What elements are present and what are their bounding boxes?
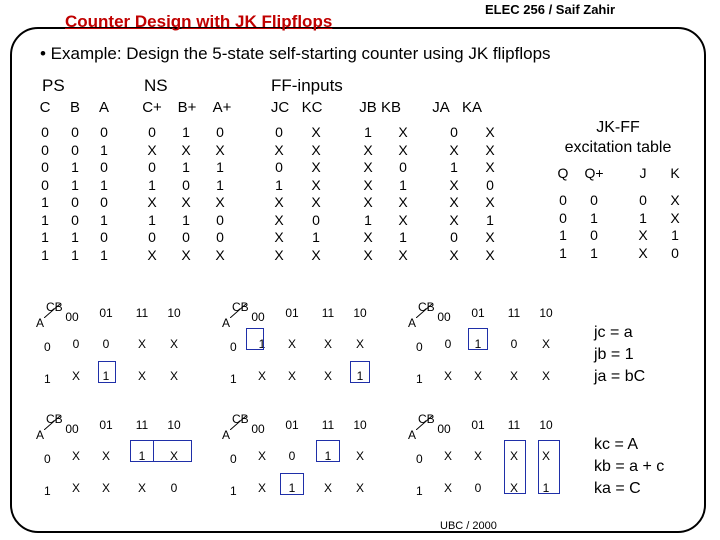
- table-cell: 1: [100, 176, 108, 193]
- table-cell: X: [363, 229, 373, 245]
- kmap-col-header: 01: [285, 306, 299, 320]
- kmap-cell: X: [257, 369, 266, 383]
- jk-cell: 1: [559, 227, 567, 243]
- table-cell: 0: [275, 159, 283, 175]
- kmap-col-header: 10: [167, 418, 181, 432]
- jk-cell: X: [638, 227, 648, 243]
- kmap-col-header: 01: [471, 306, 485, 320]
- kmap-group-box: [350, 361, 370, 383]
- table-cell: 1: [71, 176, 79, 193]
- table-cell: X: [274, 211, 284, 228]
- table-cell: X: [311, 124, 321, 140]
- table-cell: X: [311, 194, 321, 210]
- jk-column: [584, 192, 604, 262]
- kmap-cell: X: [71, 449, 80, 463]
- table-cell: X: [274, 229, 284, 245]
- kmap-cell: 1: [288, 481, 296, 495]
- kmap-cell: X: [169, 337, 178, 351]
- kmap-cell: X: [137, 481, 146, 495]
- kmap-cell: 1: [542, 481, 550, 495]
- kmap-cell: X: [443, 369, 452, 383]
- table-cell: X: [398, 141, 408, 158]
- column-header: A: [98, 99, 109, 116]
- table-cell: 0: [399, 159, 407, 175]
- table-cell: 0: [100, 229, 108, 245]
- kmap-col-header: 00: [65, 422, 79, 436]
- table-cell: X: [398, 194, 408, 210]
- table-column: [306, 124, 326, 264]
- kmap-col-header: 00: [251, 310, 265, 324]
- kmap-row-header: 0: [44, 340, 51, 354]
- kmap-jc: [36, 300, 216, 390]
- kmap-row-header: 1: [44, 372, 51, 386]
- table-column: [358, 124, 378, 264]
- table-cell: 0: [71, 194, 79, 210]
- kmap-cell: X: [169, 369, 178, 383]
- table-column: [94, 124, 114, 264]
- kmap-a-label: A: [408, 428, 417, 442]
- kmap-row-header: 0: [416, 452, 423, 466]
- jk-cell: 0: [671, 244, 679, 261]
- column-header: C+: [142, 99, 162, 116]
- jk-excitation-title: JK-FF excitation table: [564, 119, 672, 156]
- table-cell: X: [181, 141, 191, 158]
- kmap-cell: X: [323, 481, 332, 495]
- jk-cell: 1: [671, 227, 679, 243]
- kmap-col-header: 10: [353, 306, 367, 320]
- kmap-cell: 0: [72, 337, 80, 351]
- kmap-cell: 0: [444, 337, 452, 351]
- kmap-cell: X: [443, 449, 452, 463]
- jk-cell: 0: [559, 209, 567, 226]
- table-cell: X: [363, 246, 373, 263]
- column-header: KB: [380, 99, 401, 116]
- table-column: [393, 124, 413, 264]
- kmap-cell: 0: [474, 481, 482, 495]
- kmap-cell: X: [443, 481, 452, 495]
- kmap-cell: X: [541, 449, 550, 463]
- table-cell: X: [398, 246, 408, 263]
- kmap-row-header: 1: [230, 372, 237, 386]
- kmap-cell: X: [323, 337, 332, 351]
- kmap-col-header: 10: [539, 418, 553, 432]
- table-cell: X: [449, 246, 459, 263]
- kmap-col-header: 00: [437, 422, 451, 436]
- table-cell: X: [485, 141, 495, 158]
- kmap-row-header: 1: [416, 372, 423, 386]
- table-cell: 0: [486, 176, 494, 193]
- kmap-kc: [36, 412, 216, 502]
- kmap-row-header: 0: [230, 452, 237, 466]
- jk-cell: X: [638, 244, 648, 261]
- table-cell: X: [181, 194, 191, 210]
- jk-header: J: [639, 165, 647, 181]
- table-cell: 1: [486, 211, 494, 228]
- kmap-cell: 0: [288, 449, 296, 463]
- table-cell: 1: [399, 229, 407, 245]
- table-cell: X: [311, 246, 321, 263]
- table-cell: X: [215, 194, 225, 210]
- table-cell: 0: [41, 176, 49, 193]
- jk-cell: 1: [559, 244, 567, 261]
- kmap-cb-label: CB: [418, 412, 435, 426]
- jk-header: Q+: [584, 165, 604, 181]
- kmap-cell: X: [169, 449, 178, 463]
- table-cell: 0: [148, 159, 156, 175]
- table-cell: X: [449, 194, 459, 210]
- kmap-cell: X: [257, 481, 266, 495]
- kmap-col-header: 11: [321, 418, 335, 432]
- kmap-group-box: [280, 473, 304, 495]
- kmap-col-header: 11: [507, 306, 521, 320]
- example-bullet: • Example: Design the 5-state self-starting counter using JK flipflops: [40, 44, 551, 63]
- table-cell: 1: [275, 176, 283, 193]
- table-cell: 1: [71, 229, 79, 245]
- table-cell: 0: [41, 124, 49, 140]
- kmap-cb-label: CB: [418, 300, 435, 314]
- table-cell: 0: [148, 229, 156, 245]
- table-cell: X: [485, 246, 495, 263]
- table-cell: 0: [182, 229, 190, 245]
- kmap-cell: X: [473, 369, 482, 383]
- kmap-cell: X: [323, 369, 332, 383]
- kmap-row-header: 0: [230, 340, 237, 354]
- kmap-a-label: A: [222, 316, 231, 330]
- kmap-col-header: 00: [437, 310, 451, 324]
- table-cell: X: [147, 141, 157, 158]
- kmap-cell: X: [355, 449, 364, 463]
- kmap-cell: X: [71, 481, 80, 495]
- table-cell: 0: [216, 124, 224, 140]
- equation-jb: jb = 1: [594, 346, 634, 363]
- kmap-col-header: 00: [65, 310, 79, 324]
- table-cell: 0: [216, 229, 224, 245]
- kmap-row-header: 0: [44, 452, 51, 466]
- equation-ja: ja = bC: [594, 368, 646, 385]
- jk-column: [633, 192, 653, 262]
- kmap-cell: X: [101, 481, 110, 495]
- kmap-row-header: 0: [416, 340, 423, 354]
- table-cell: X: [311, 141, 321, 158]
- ns-header: NS: [144, 76, 168, 95]
- table-cell: 1: [41, 229, 49, 245]
- table-column: [142, 124, 162, 264]
- kmap-cell: X: [287, 337, 296, 351]
- table-cell: 0: [71, 141, 79, 158]
- kmap-group-box: [468, 328, 488, 350]
- kmap-cell: X: [101, 449, 110, 463]
- table-cell: 1: [71, 159, 79, 175]
- kmap-col-header: 01: [99, 418, 113, 432]
- table-cell: 1: [41, 211, 49, 228]
- table-cell: X: [449, 176, 459, 193]
- kmap-cell: 1: [258, 337, 266, 351]
- column-header: KA: [461, 99, 482, 116]
- kmap-group-box: [316, 440, 340, 462]
- table-cell: X: [363, 194, 373, 210]
- jk-header: Q: [557, 165, 569, 181]
- column-header: JA: [432, 99, 450, 116]
- jk-cell: X: [670, 209, 680, 226]
- kmap-row-header: 1: [230, 484, 237, 498]
- ps-header: PS: [42, 76, 65, 95]
- table-cell: X: [363, 159, 373, 175]
- table-cell: X: [398, 124, 408, 140]
- kmap-jb: [222, 300, 402, 390]
- kmap-cell: X: [71, 369, 80, 383]
- table-cell: 1: [41, 246, 49, 263]
- table-cell: X: [311, 159, 321, 175]
- table-cell: 0: [312, 211, 320, 228]
- table-cell: 0: [275, 124, 283, 140]
- jk-cell: 0: [559, 192, 567, 208]
- equation-kb: kb = a + c: [594, 458, 665, 475]
- table-cell: 0: [71, 124, 79, 140]
- column-header: B+: [177, 99, 197, 116]
- kmap-col-header: 11: [321, 306, 335, 320]
- jk-header: K: [670, 165, 680, 181]
- jk-cell: 0: [590, 227, 598, 243]
- jk-cell: 0: [590, 192, 598, 208]
- kmap-cell: X: [509, 481, 518, 495]
- kmap-cell: 1: [356, 369, 364, 383]
- kmap-col-header: 01: [99, 306, 113, 320]
- table-cell: 1: [399, 176, 407, 193]
- table-column: [35, 124, 55, 264]
- table-cell: X: [274, 194, 284, 210]
- kmap-col-header: 01: [471, 418, 485, 432]
- kmap-cell: X: [541, 369, 550, 383]
- table-cell: 0: [216, 211, 224, 228]
- kmap-group-box: [130, 440, 192, 462]
- jk-cell: X: [670, 192, 680, 208]
- table-cell: 1: [100, 211, 108, 228]
- kmap-ka: [408, 412, 588, 502]
- table-cell: 0: [100, 194, 108, 210]
- table-cell: 0: [148, 124, 156, 140]
- table-cell: 1: [182, 124, 190, 140]
- kmap-a-label: A: [36, 316, 45, 330]
- table-cell: 0: [71, 211, 79, 228]
- ff-inputs-header: FF-inputs: [271, 76, 343, 95]
- kmap-row-header: 1: [44, 484, 51, 498]
- table-cell: 1: [364, 124, 372, 140]
- table-column: [444, 124, 464, 264]
- footer-label: UBC / 2000: [440, 520, 497, 532]
- column-header: KC: [301, 99, 323, 116]
- table-cell: X: [485, 194, 495, 210]
- kmap-col-header: 11: [135, 306, 149, 320]
- table-cell: 1: [216, 176, 224, 193]
- kmap-group-box: [504, 440, 526, 494]
- kmap-col-header: 10: [353, 418, 367, 432]
- kmap-cell: X: [509, 369, 518, 383]
- table-cell: 1: [450, 159, 458, 175]
- table-column: [176, 124, 196, 264]
- kmap-col-header: 10: [539, 306, 553, 320]
- table-cell: X: [485, 159, 495, 175]
- table-cell: X: [449, 211, 459, 228]
- kmap-kb: [222, 412, 402, 502]
- table-cell: X: [181, 246, 191, 263]
- table-cell: 1: [148, 176, 156, 193]
- kmap-cell: X: [287, 369, 296, 383]
- kmap-cb-label: CB: [232, 412, 249, 426]
- table-cell: 0: [450, 124, 458, 140]
- kmap-col-header: 01: [285, 418, 299, 432]
- kmap-cell: 0: [102, 337, 110, 351]
- kmap-cell: X: [473, 449, 482, 463]
- kmap-cell: 0: [510, 337, 518, 351]
- kmap-group-box: [246, 328, 264, 350]
- kmap-cb-label: CB: [46, 412, 63, 426]
- table-cell: 1: [216, 159, 224, 175]
- table-cell: 1: [312, 229, 320, 245]
- jk-column: [553, 192, 573, 262]
- kmap-cell: 1: [324, 449, 332, 463]
- table-cell: 1: [41, 194, 49, 210]
- k-equations: [594, 434, 664, 500]
- kmap-a-label: A: [408, 316, 417, 330]
- table-cell: X: [485, 229, 495, 245]
- jk-column: [665, 192, 685, 262]
- kmap-cell: X: [257, 449, 266, 463]
- kmap-cb-label: CB: [46, 300, 63, 314]
- jk-cell: 1: [590, 244, 598, 261]
- kmap-ja: [408, 300, 588, 390]
- table-cell: X: [398, 211, 408, 228]
- column-header: B: [69, 99, 80, 116]
- kmap-cell: 1: [138, 449, 146, 463]
- equation-ka: ka = C: [594, 480, 641, 497]
- column-header: C: [39, 99, 51, 116]
- table-cell: X: [363, 141, 373, 158]
- table-cell: X: [215, 246, 225, 263]
- kmap-cell: X: [137, 369, 146, 383]
- table-cell: 0: [41, 141, 49, 158]
- kmap-cell: X: [355, 481, 364, 495]
- jk-cell: 0: [639, 192, 647, 208]
- table-cell: X: [274, 246, 284, 263]
- table-cell: X: [485, 124, 495, 140]
- kmap-cell: X: [541, 337, 550, 351]
- kmap-cb-label: CB: [232, 300, 249, 314]
- table-cell: 1: [148, 211, 156, 228]
- table-cell: 1: [182, 211, 190, 228]
- kmap-cell: 1: [102, 369, 110, 383]
- kmap-cell: 0: [170, 481, 178, 495]
- table-column: [65, 124, 85, 264]
- table-cell: 0: [100, 159, 108, 175]
- table-column: [269, 124, 289, 264]
- slide-title: Counter Design with JK Flipflops: [65, 12, 333, 31]
- course-label: ELEC 256 / Saif Zahir: [482, 2, 618, 17]
- table-cell: X: [363, 176, 373, 193]
- table-cell: 1: [182, 159, 190, 175]
- jk-cell: 1: [590, 209, 598, 226]
- table-cell: X: [449, 141, 459, 158]
- table-cell: 0: [41, 159, 49, 175]
- kmap-col-header: 11: [507, 418, 521, 432]
- table-cell: 0: [450, 229, 458, 245]
- kmap-cell: X: [509, 449, 518, 463]
- table-cell: 1: [364, 211, 372, 228]
- kmap-a-label: A: [36, 428, 45, 442]
- jk-cell: 1: [639, 209, 647, 226]
- table-cell: X: [274, 141, 284, 158]
- j-equations: [594, 322, 645, 388]
- equation-kc: kc = A: [594, 436, 639, 453]
- table-cell: 1: [71, 246, 79, 263]
- column-header: A+: [212, 99, 232, 116]
- kmap-col-header: 00: [251, 422, 265, 436]
- kmap-a-label: A: [222, 428, 231, 442]
- equation-jc: jc = a: [594, 324, 633, 341]
- table-cell: 0: [182, 176, 190, 193]
- kmap-cell: 1: [474, 337, 482, 351]
- column-header: JC: [270, 99, 290, 116]
- kmap-col-header: 10: [167, 306, 181, 320]
- kmap-cell: X: [355, 337, 364, 351]
- kmap-row-header: 1: [416, 484, 423, 498]
- table-cell: 0: [100, 124, 108, 140]
- table-cell: 1: [100, 141, 108, 158]
- table-cell: 1: [100, 246, 108, 263]
- table-cell: X: [311, 176, 321, 193]
- kmap-col-header: 11: [135, 418, 149, 432]
- table-cell: X: [215, 141, 225, 158]
- table-column: [210, 124, 230, 264]
- kmap-group-box: [538, 440, 560, 494]
- table-column: [480, 124, 500, 264]
- table-cell: X: [147, 246, 157, 263]
- column-header: JB: [359, 99, 377, 116]
- table-cell: X: [147, 194, 157, 210]
- kmap-group-box: [98, 361, 116, 383]
- kmap-cell: X: [137, 337, 146, 351]
